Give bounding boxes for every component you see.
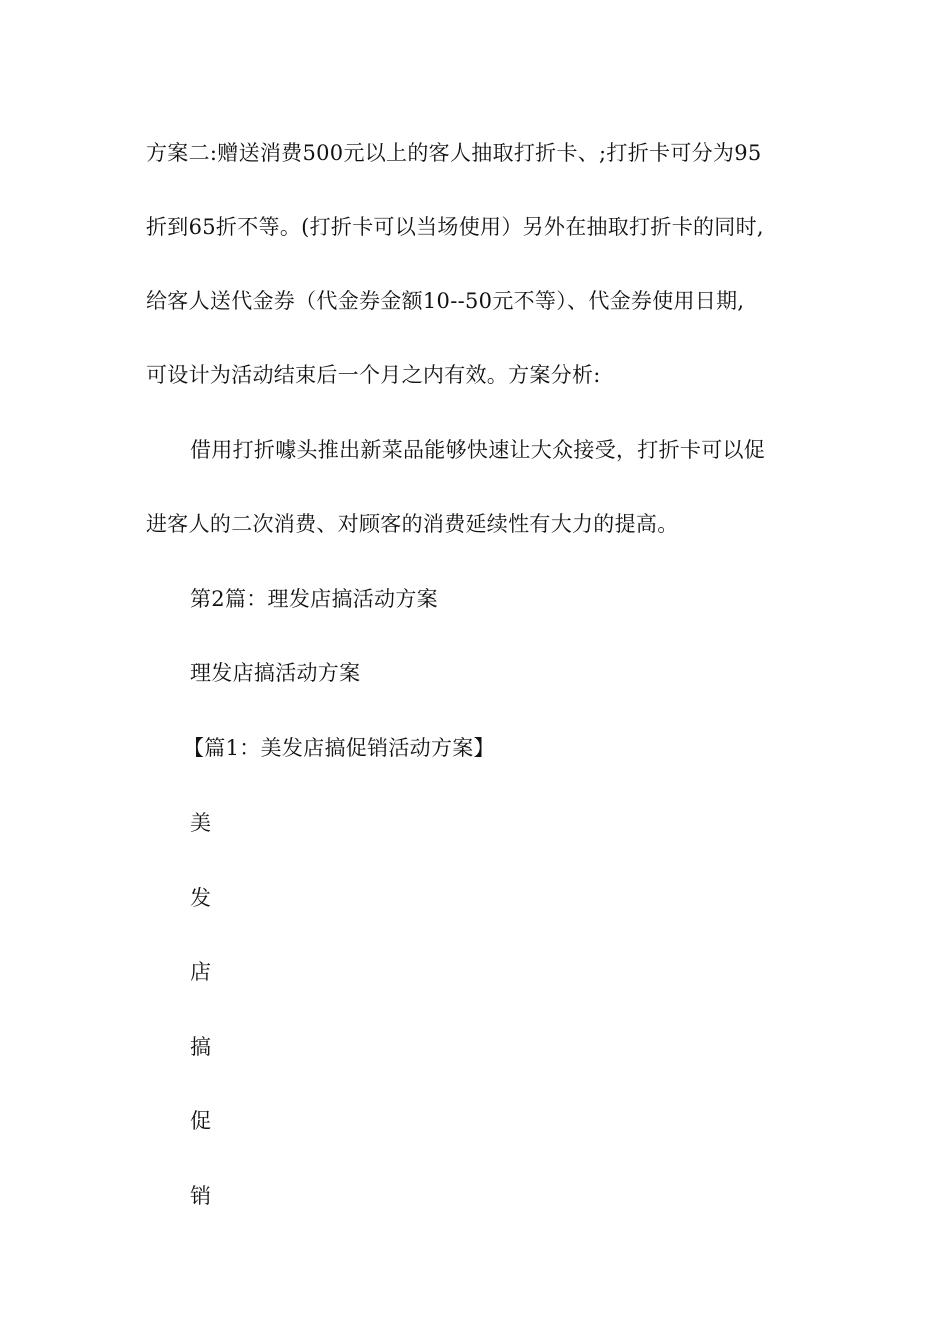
vertical-char-2: 发 — [190, 886, 212, 910]
section-title: 理发店搞活动方案 — [190, 661, 361, 685]
vertical-char-4: 搞 — [190, 1035, 212, 1059]
paragraph-2-line-1: 借用打折噱头推出新菜品能够快速让大众接受，打折卡可以促 — [190, 438, 766, 462]
paragraph-2-line-2: 进客人的二次消费、对顾客的消费延续性有大力的提高。 — [146, 512, 679, 536]
vertical-char-3: 店 — [190, 960, 212, 984]
paragraph-1-line-1: 方案二:赠送消费500元以上的客人抽取打折卡、;打折卡可分为95 — [146, 141, 762, 165]
vertical-char-5: 促 — [190, 1109, 212, 1133]
article-title: 【篇1：美发店搞促销活动方案】 — [183, 736, 495, 760]
paragraph-1-line-2: 折到65折不等。(打折卡可以当场使用）另外在抽取打折卡的同时, — [146, 215, 764, 239]
section-heading: 第2篇：理发店搞活动方案 — [190, 587, 438, 611]
paragraph-1-line-4: 可设计为活动结束后一个月之内有效。方案分析: — [146, 363, 601, 387]
paragraph-1-line-3: 给客人送代金券（代金券金额10--50元不等）、代金券使用日期, — [146, 289, 745, 313]
vertical-char-1: 美 — [190, 811, 212, 835]
vertical-char-6: 销 — [190, 1184, 212, 1208]
